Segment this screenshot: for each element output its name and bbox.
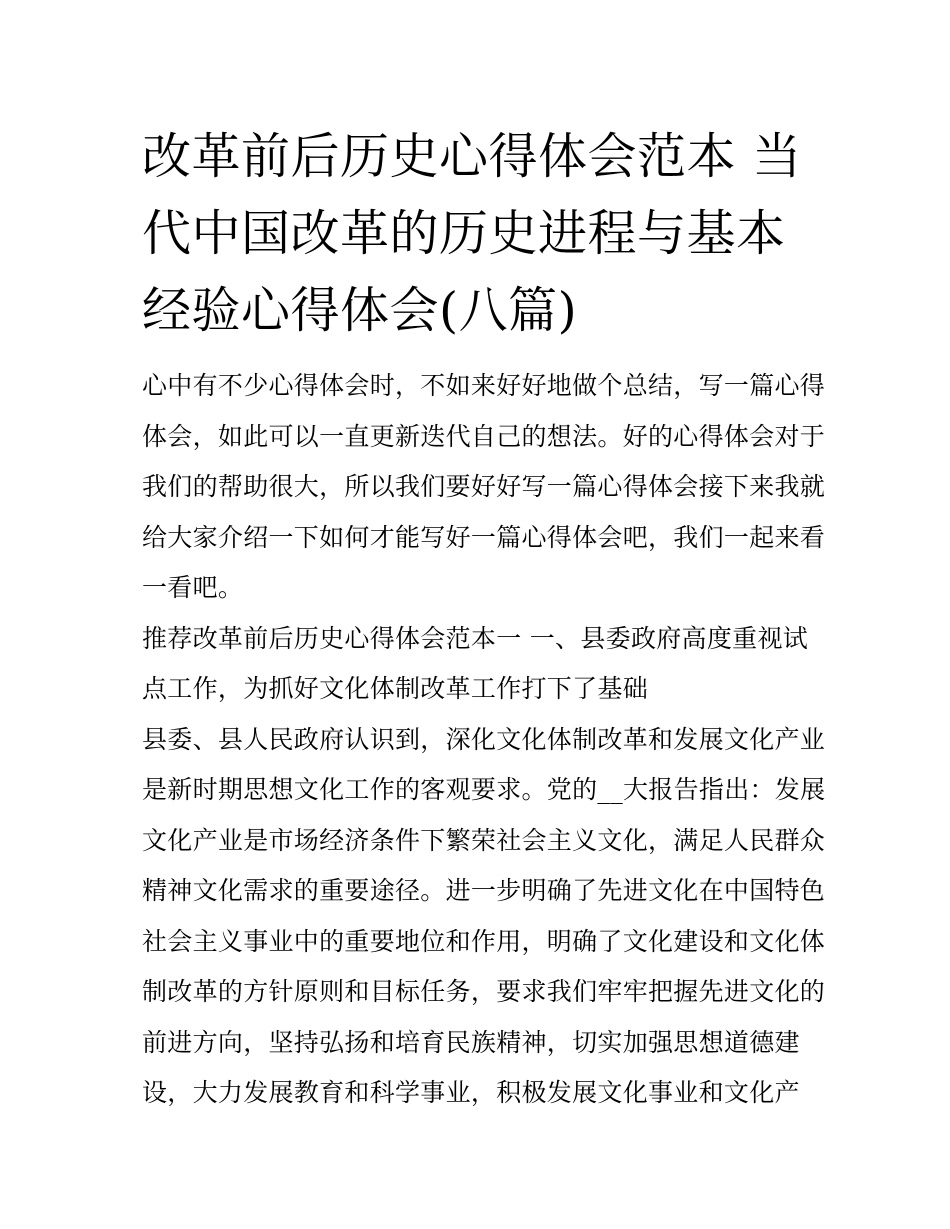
text-line: 推荐改革前后历史心得体会范本一 一、县委政府高度重视试 — [142, 623, 809, 653]
body-paragraph — [142, 715, 826, 1119]
text-line: 体会，如此可以一直更新迭代自己的想法。好的心得体会对于 — [142, 421, 826, 451]
text-line: 是新时期思想文化工作的客观要求。党的__大报告指出：发展 — [142, 775, 826, 804]
title-line: 改革前后历史心得体会范本 当 — [142, 128, 802, 185]
document-page — [142, 118, 826, 1119]
text-line: 精神文化需求的重要途径。进一步明确了先进文化在中国特色 — [142, 876, 826, 905]
section-heading-paragraph — [142, 614, 814, 715]
text-line: 我们的帮助很大，所以我们要好好写一篇心得体会接下来我就 — [142, 472, 826, 501]
text-line: 点工作，为抓好文化体制改革工作打下了基础 — [142, 674, 649, 703]
title-line: 经验心得体会(八篇) — [142, 282, 578, 339]
text-line: 制改革的方针原则和目标任务，要求我们牢牢把握先进文化的 — [142, 977, 826, 1006]
text-line: 前进方向，坚持弘扬和培育民族精神，切实加强思想道德建 — [142, 1027, 800, 1057]
intro-paragraph — [142, 361, 826, 614]
text-line: 设，大力发展教育和科学事业，积极发展文化事业和文化产 — [142, 1078, 800, 1107]
text-line: 给大家介绍一下如何才能写好一篇心得体会吧，我们一起来看 — [142, 522, 826, 552]
text-line: 县委、县人民政府认识到，深化文化体制改革和发展文化产业 — [142, 724, 826, 754]
document-title — [142, 118, 814, 349]
title-line: 代中国改革的历史进程与基本 — [142, 205, 786, 262]
text-line: 文化产业是市场经济条件下繁荣社会主义文化，满足人民群众 — [142, 825, 826, 855]
text-line: 社会主义事业中的重要地位和作用，明确了文化建设和文化体 — [142, 926, 826, 956]
text-line: 一看吧。 — [142, 573, 244, 602]
text-line: 心中有不少心得体会时，不如来好好地做个总结，写一篇心得 — [142, 371, 826, 400]
